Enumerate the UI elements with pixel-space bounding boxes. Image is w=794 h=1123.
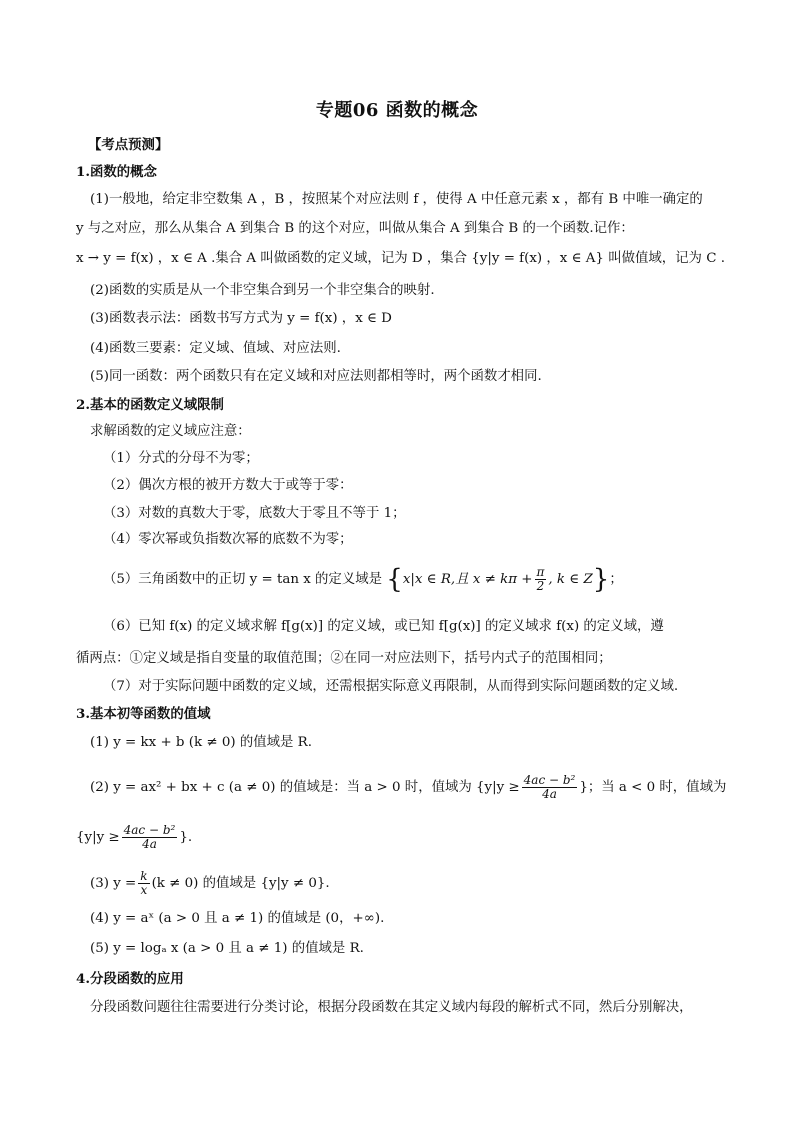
range-2-set: {y|y ≥ <box>76 830 120 845</box>
range-2-fraction <box>522 774 578 801</box>
domain-rule-1: （1）分式的分母不为零； <box>103 451 259 466</box>
range-3-text: (3) y = <box>90 876 137 891</box>
fraction-numerator: k <box>140 869 148 883</box>
range-3 <box>90 870 330 897</box>
para-5: (5)同一函数：两个函数只有在定义域和对应法则都相等时，两个函数才相同. <box>90 369 542 384</box>
domain-rule-6b: 循两点：①定义域是指自变量的取值范围；②在同一对应法则下，括号内式子的范围相同； <box>76 651 612 666</box>
fraction-denominator: 2 <box>536 579 545 593</box>
heading-1: 1.函数的概念 <box>76 164 157 180</box>
para-2: (2)函数的实质是从一个非空集合到另一个非空集合的映射. <box>90 283 435 298</box>
heading-4: 4.分段函数的应用 <box>76 971 184 987</box>
domain-intro: 求解函数的定义域应注意： <box>90 424 251 439</box>
heading-2: 2.基本的函数定义域限制 <box>76 397 224 413</box>
range-2-text-b: }；当 a < 0 时，值域为 <box>579 780 727 795</box>
para-1c: x → y = f(x) ，x ∈ A .集合 A 叫做函数的定义域，记为 D ，集合 {y|y = f(x) ，x ∈ A} 叫做值域，记为 C . <box>76 251 725 266</box>
range-2a <box>90 774 726 801</box>
fraction-denominator: x <box>140 883 148 897</box>
fraction-numerator: 4ac − b² <box>123 823 176 837</box>
rule-5-k: , k ∈ Z <box>548 572 593 587</box>
range-3-text-b: (k ≠ 0) 的值域是 {y|y ≠ 0}. <box>151 876 330 891</box>
domain-rule-5 <box>103 566 623 593</box>
range-5: (5) y = logₐ x (a > 0 且 a ≠ 1) 的值域是 R. <box>90 941 364 956</box>
rule-5-set: x|x ∈ R,且 x ≠ kπ + <box>402 572 533 587</box>
fraction-numerator: π <box>536 565 545 579</box>
section-label: 【考点预测】 <box>88 137 169 153</box>
page-title: 专题06 函数的概念 <box>315 100 479 121</box>
domain-rule-7: （7）对于实际问题中函数的定义域，还需根据实际意义再限制，从而得到实际问题函数的定义域. <box>103 679 679 694</box>
domain-rule-6a: （6）已知 f(x) 的定义域求解 f[g(x)] 的定义域，或已知 f[g(x)] 的定义域求 f(x) 的定义域，遵 <box>103 619 664 634</box>
para-1b: y 与之对应，那么从集合 A 到集合 B 的这个对应，叫做从集合 A 到集合 B 的一个函数.记作： <box>76 221 634 236</box>
range-2-fraction-b <box>122 824 178 851</box>
para-1a: (1)一般地，给定非空数集 A ，B ，按照某个对应法则 f ，使得 A 中任意元素 x ，都有 B 中唯一确定的 <box>90 192 703 207</box>
piecewise-para: 分段函数问题往往需要进行分类讨论，根据分段函数在其定义域内每段的解析式不同，然后分别解决， <box>90 1000 693 1015</box>
range-3-fraction <box>138 870 149 897</box>
range-2-end: }. <box>179 830 193 845</box>
pi-over-2-fraction <box>535 566 547 593</box>
para-3: (3)函数表示法：函数书写方式为 y = f(x) ，x ∈ D <box>90 311 392 326</box>
left-brace: { <box>386 564 403 595</box>
range-2b <box>76 824 192 851</box>
fraction-numerator: 4ac − b² <box>523 773 576 787</box>
heading-3: 3.基本初等函数的值域 <box>76 706 211 722</box>
domain-rule-3: （3）对数的真数大于零，底数大于零且不等于 1； <box>103 506 406 521</box>
range-2-text: (2) y = ax² + bx + c (a ≠ 0) 的值域是：当 a > 0 时，值域为 {y|y ≥ <box>90 780 520 795</box>
rule-5-text: （5）三角函数中的正切 y = tan x 的定义域是 <box>103 572 382 587</box>
domain-rule-2: （2）偶次方根的被开方数大于或等于零： <box>103 478 353 493</box>
para-4: (4)函数三要素：定义域、值域、对应法则. <box>90 341 341 356</box>
rule-5-end: ； <box>609 572 623 587</box>
domain-rule-4: （4）零次幂或负指数次幂的底数不为零； <box>103 532 353 547</box>
fraction-denominator: 4a <box>542 787 557 801</box>
range-1: (1) y = kx + b (k ≠ 0) 的值域是 R. <box>90 735 312 750</box>
right-brace: } <box>592 564 610 595</box>
range-4: (4) y = aˣ (a > 0 且 a ≠ 1) 的值域是 (0，+∞). <box>90 911 385 926</box>
fraction-denominator: 4a <box>142 837 157 851</box>
